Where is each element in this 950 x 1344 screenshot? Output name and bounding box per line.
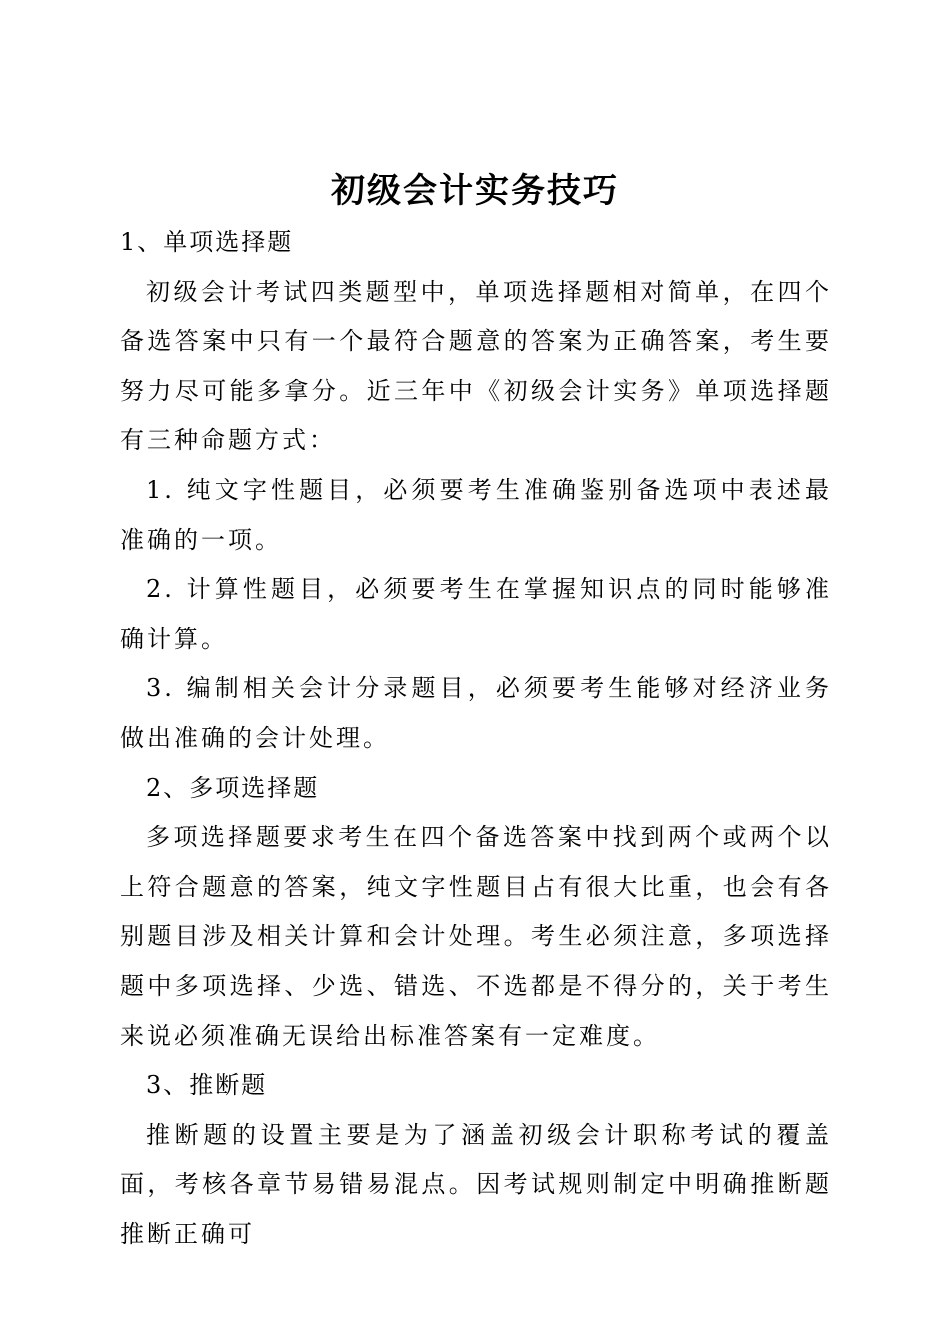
section-3-heading: 3、推断题 [146,1071,268,1100]
section-1-heading: 1、单项选择题 [120,228,294,256]
section-1-item-3: 3. 编制相关会计分录题目，必须要考生能够对经济业务做出准确的会计处理。 [120,674,832,752]
section-2-heading: 2、多项选择题 [146,773,320,802]
section-3-body: 推断题的设置主要是为了涵盖初级会计职称考试的覆盖面，考核各章节易错易混点。因考试规则制定中明确推断题推断正确可 [120,1120,832,1248]
section-1-item-2: 2. 计算性题目，必须要考生在掌握知识点的同时能够准确计算。 [120,575,832,653]
document-body [120,218,832,1259]
section-1-intro: 初级会计考试四类题型中，单项选择题相对简单，在四个备选答案中只有一个最符合题意的答案为正确答案，考生要努力尽可能多拿分。近三年中《初级会计实务》单项选择题有三种命题方式： [120,277,832,455]
section-2-body: 多项选择题要求考生在四个备选答案中找到两个或两个以上符合题意的答案，纯文字性题目占有很大比重，也会有各别题目涉及相关计算和会计处理。考生必须注意，多项选择题中多项选择、少选、错选、不选都是不得分的，关于考生来说必须准确无误给出标准答案有一定难度。 [120,823,832,1050]
document-title: 初级会计实务技巧 [331,170,619,211]
section-1-item-1: 1. 纯文字性题目，必须要考生准确鉴别备选项中表述最准确的一项。 [120,475,832,554]
